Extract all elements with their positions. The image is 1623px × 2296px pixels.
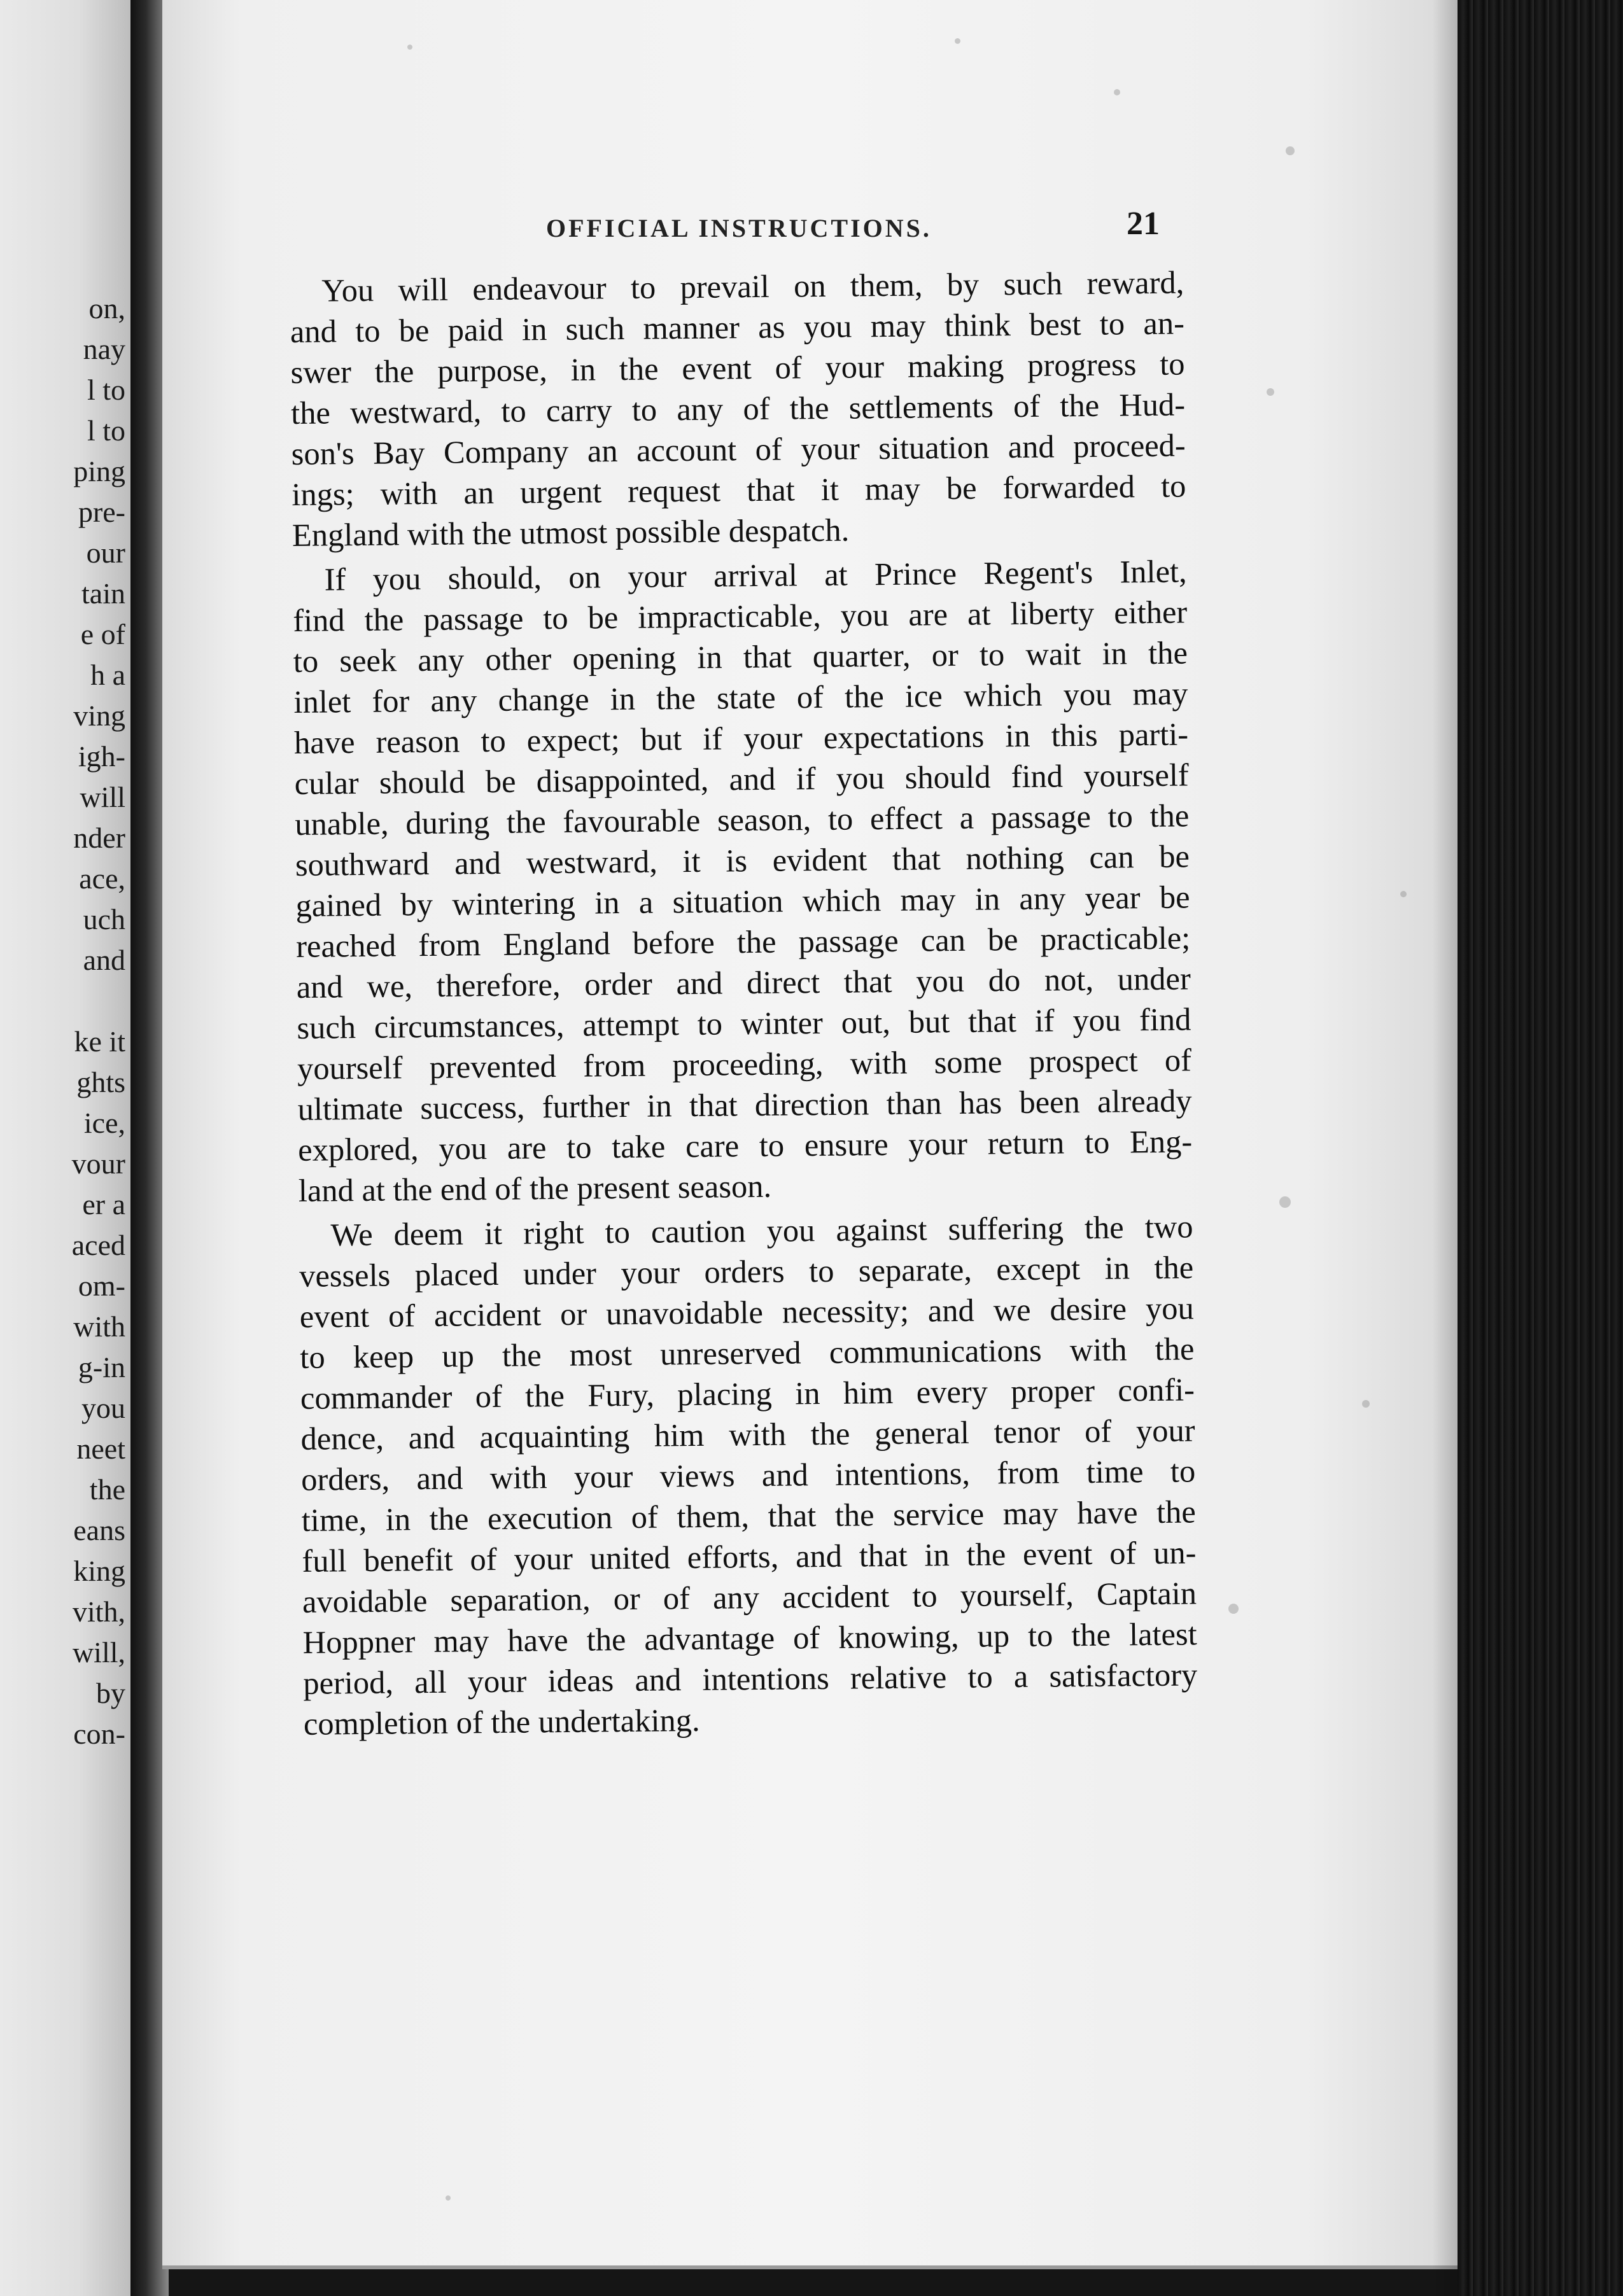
left-page-line-fragment: g-in (78, 1351, 125, 1383)
left-page-line-fragment: neet (76, 1432, 125, 1465)
text-line: to seek any other opening in that quarter, or to wait in the (293, 634, 1188, 679)
text-line: unable, during the favourable season, to effect a passage to the (295, 797, 1190, 842)
paper-speck (1286, 146, 1295, 155)
left-page-line-fragment: igh- (78, 740, 125, 773)
paper-speck (446, 2195, 451, 2201)
text-line: find the passage to be impracticable, you are at liberty either (293, 594, 1188, 638)
paper-speck (1114, 89, 1120, 95)
text-line: such circumstances, attempt to winter out, but that if you find (297, 1001, 1191, 1046)
left-page-line-fragment: nay (83, 333, 125, 365)
left-page-line-fragment: by (96, 1677, 125, 1709)
left-page-line-fragment: vour (71, 1147, 125, 1180)
paper-speck (1267, 388, 1274, 396)
text-line: orders, and with your views and intentions, from time to (300, 1453, 1196, 1497)
left-page-line-fragment: nder (73, 822, 125, 854)
text-line: full benefit of your united efforts, and that in the event of un- (302, 1534, 1197, 1579)
text-line: southward and westward, it is evident that nothing can be (295, 838, 1190, 883)
text-line: cular should be disappointed, and if you should find yourself (294, 757, 1189, 801)
left-page-line-fragment: ping (73, 455, 125, 487)
left-page-line-fragment: you (81, 1392, 125, 1424)
left-page-line-fragment: h a (90, 659, 125, 691)
left-page-line-fragment: ace, (79, 862, 125, 895)
left-page-line-fragment: eans (73, 1514, 125, 1546)
text-line: ultimate success, further in that direction than has been already (297, 1082, 1192, 1127)
text-line: dence, and acquainting him with the general tenor of your (300, 1412, 1195, 1457)
text-line: If you should, on your arrival at Prince Regent's Inlet, (324, 553, 1187, 598)
text-line: have reason to expect; but if your expectations in this parti- (293, 716, 1189, 760)
left-page-line-fragment: l to (87, 374, 125, 406)
left-page-line-fragment: ving (73, 699, 125, 732)
paragraph (299, 1206, 1198, 1744)
page-number: 21 (1127, 206, 1160, 242)
left-page-line-fragment: aced (71, 1229, 125, 1261)
text-line: period, all your ideas and intentions relative to a satisfactory (303, 1656, 1198, 1701)
body-text (290, 262, 1198, 1744)
text-line: event of accident or unavoidable necessity; and we desire you (299, 1290, 1194, 1334)
left-page-line-fragment: l to (87, 414, 125, 447)
left-facing-page (0, 0, 130, 2296)
left-page-line-fragment: ghts (76, 1066, 125, 1098)
left-page-line-fragment: tain (81, 577, 125, 610)
text-line: yourself prevented from proceeding, with some prospect of (297, 1042, 1192, 1086)
text-line: Hoppner may have the advantage of knowing, up to the latest (302, 1616, 1197, 1660)
left-page-line-fragment: om- (78, 1270, 125, 1302)
text-line: reached from England before the passage can be practicable; (295, 920, 1191, 964)
text-line: inlet for any change in the state of the ice which you may (293, 675, 1188, 720)
paragraph (292, 550, 1193, 1210)
left-page-line-fragment: ke it (74, 1025, 125, 1058)
text-line: time, in the execution of them, that the service may have the (301, 1494, 1197, 1538)
text-line: avoidable separation, or of any accident to yourself, Captain (302, 1575, 1197, 1620)
paper-speck (407, 45, 412, 50)
text-line: swer the purpose, in the event of your making progress to (290, 346, 1185, 390)
left-page-line-fragment: on, (88, 292, 125, 325)
left-page-line-fragment: ice, (83, 1107, 125, 1139)
text-line: England with the utmost possible despatch. (292, 512, 850, 553)
text-line: You will endeavour to prevail on them, by such reward, (321, 264, 1184, 309)
left-page-line-fragment: king (73, 1555, 125, 1587)
text-line: We deem it right to caution you against suffering the two (330, 1208, 1193, 1253)
left-page-line-fragment: con- (73, 1718, 125, 1750)
running-head: OFFICIAL INSTRUCTIONS. (546, 214, 932, 242)
left-page-line-fragment: with (73, 1310, 125, 1343)
text-line: gained by wintering in a situation which may in any year be (295, 879, 1190, 923)
left-page-line-fragment: our (86, 536, 125, 569)
paper-speck (1362, 1400, 1370, 1408)
text-line: son's Bay Company an account of your situation and proceed- (291, 427, 1186, 472)
text-line: land at the end of the present season. (298, 1168, 772, 1208)
left-page-line-fragment: er a (82, 1188, 125, 1221)
text-line: to keep up the most unreserved communications with the (300, 1331, 1195, 1375)
left-page-line-fragment: and (83, 944, 125, 976)
paragraph (290, 262, 1186, 556)
left-page-line-fragment: will, (72, 1636, 125, 1669)
text-line: commander of the Fury, placing in him every proper confi- (300, 1371, 1195, 1416)
left-page-line-fragment: the (89, 1473, 125, 1506)
text-line: and to be paid in such manner as you may think best to an- (290, 305, 1185, 349)
text-line: and we, therefore, order and direct that you do not, under (296, 960, 1191, 1005)
paper-speck (1400, 891, 1407, 897)
text-line: completion of the undertaking. (303, 1702, 700, 1742)
text-line: the westward, to carry to any of the settlements of the Hud- (290, 386, 1186, 431)
text-line: explored, you are to take care to ensure your return to Eng- (297, 1123, 1193, 1168)
text-line: ings; with an urgent request that it may be forwarded to (292, 468, 1186, 512)
paper-speck (1279, 1196, 1291, 1208)
left-page-line-fragment: e of (80, 618, 125, 650)
paper-speck (1228, 1604, 1239, 1614)
paper-speck (955, 38, 960, 44)
left-page-line-fragment: pre- (78, 496, 125, 528)
left-page-line-fragment: vith, (72, 1595, 125, 1628)
book-binding-edge (1458, 0, 1623, 2296)
left-page-line-fragment: will (80, 781, 125, 813)
left-page-line-fragment: uch (83, 903, 125, 935)
text-line: vessels placed under your orders to separate, except in the (299, 1249, 1194, 1294)
